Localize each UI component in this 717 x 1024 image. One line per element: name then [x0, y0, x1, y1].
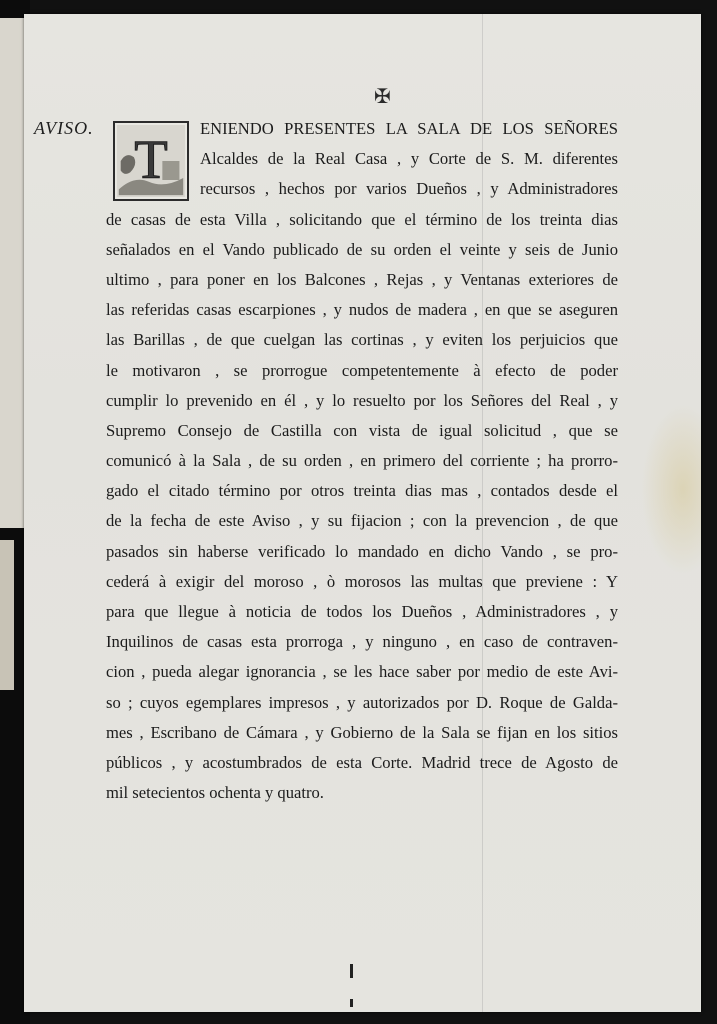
- initial-letter: T: [134, 129, 168, 191]
- text-line: so ; cuyos egemplares impresos , y autorizados por D. Roque de Galda-: [106, 692, 618, 712]
- text-line: ultimo , para poner en los Balcones , Rejas , y Ventanas exteriores de: [106, 269, 618, 289]
- pin-mark: [350, 964, 353, 978]
- text-line: mes , Escribano de Cámara , y Gobierno de la Sala se fijan en los sitios: [106, 722, 618, 742]
- pin-mark-lower: [350, 999, 353, 1007]
- text-line: Alcaldes de la Real Casa , y Corte de S. M. diferentes: [200, 149, 618, 169]
- text-line: señalados en el Vando publicado de su orden el veinte y seis de Junio: [106, 239, 618, 259]
- text-line: cion , pueda alegar ignorancia , se les hace saber por medio de este Avi-: [106, 662, 618, 682]
- text-line: gado el citado término por otros treinta dias mas , contados desde el: [106, 481, 618, 501]
- text-line: recursos , hechos por varios Dueños , y Administradores: [200, 179, 618, 199]
- text-line: cumplir lo prevenido en él , y lo resuelto por los Señores del Real , y: [106, 390, 618, 410]
- text-line: para que llegue à noticia de todos los Dueños , Administradores , y: [106, 602, 618, 621]
- aviso-heading: AVISO.: [34, 118, 94, 138]
- text-line: ENIENDO PRESENTES LA SALA DE LOS SEÑORES: [200, 119, 618, 138]
- text-line: las referidas casas escarpiones , y nudos de madera , en que se aseguren: [106, 300, 618, 320]
- text-line: cederá à exigir del moroso , ò morosos las multas que previene : Y: [106, 571, 618, 591]
- text-line: le motivaron , se prorrogue competentemente à efecto de poder: [106, 360, 618, 380]
- underlying-page-fragment: [0, 540, 14, 690]
- text-line: públicos , y acostumbrados de esta Corte. Madrid trece de Agosto de: [106, 752, 618, 772]
- paper-stain: [641, 404, 701, 574]
- text-line: de la fecha de este Aviso , y su fijacion ; con la prevencion , de que: [106, 511, 618, 531]
- text-line: las Barillas , de que cuelgan las cortinas , y eviten los perjuicios que: [106, 330, 618, 350]
- text-line: Inquilinos de casas esta prorroga , y ninguno , en caso de contraven-: [106, 632, 618, 652]
- text-line: comunicó à la Sala , de su orden , en primero del corriente ; ha prorro-: [106, 451, 618, 471]
- text-line: pasados sin haberse verificado lo mandado en dicho Vando , se pro-: [106, 541, 618, 561]
- text-line: Supremo Consejo de Castilla con vista de igual solicitud , que se: [106, 420, 618, 440]
- cross-ornament-icon: ✠: [374, 86, 391, 108]
- text-line-final: mil setecientos ochenta y quatro.: [106, 783, 324, 803]
- notice-body: [106, 114, 618, 808]
- text-line: de casas de esta Villa , solicitando que el término de los treinta dias: [106, 209, 618, 229]
